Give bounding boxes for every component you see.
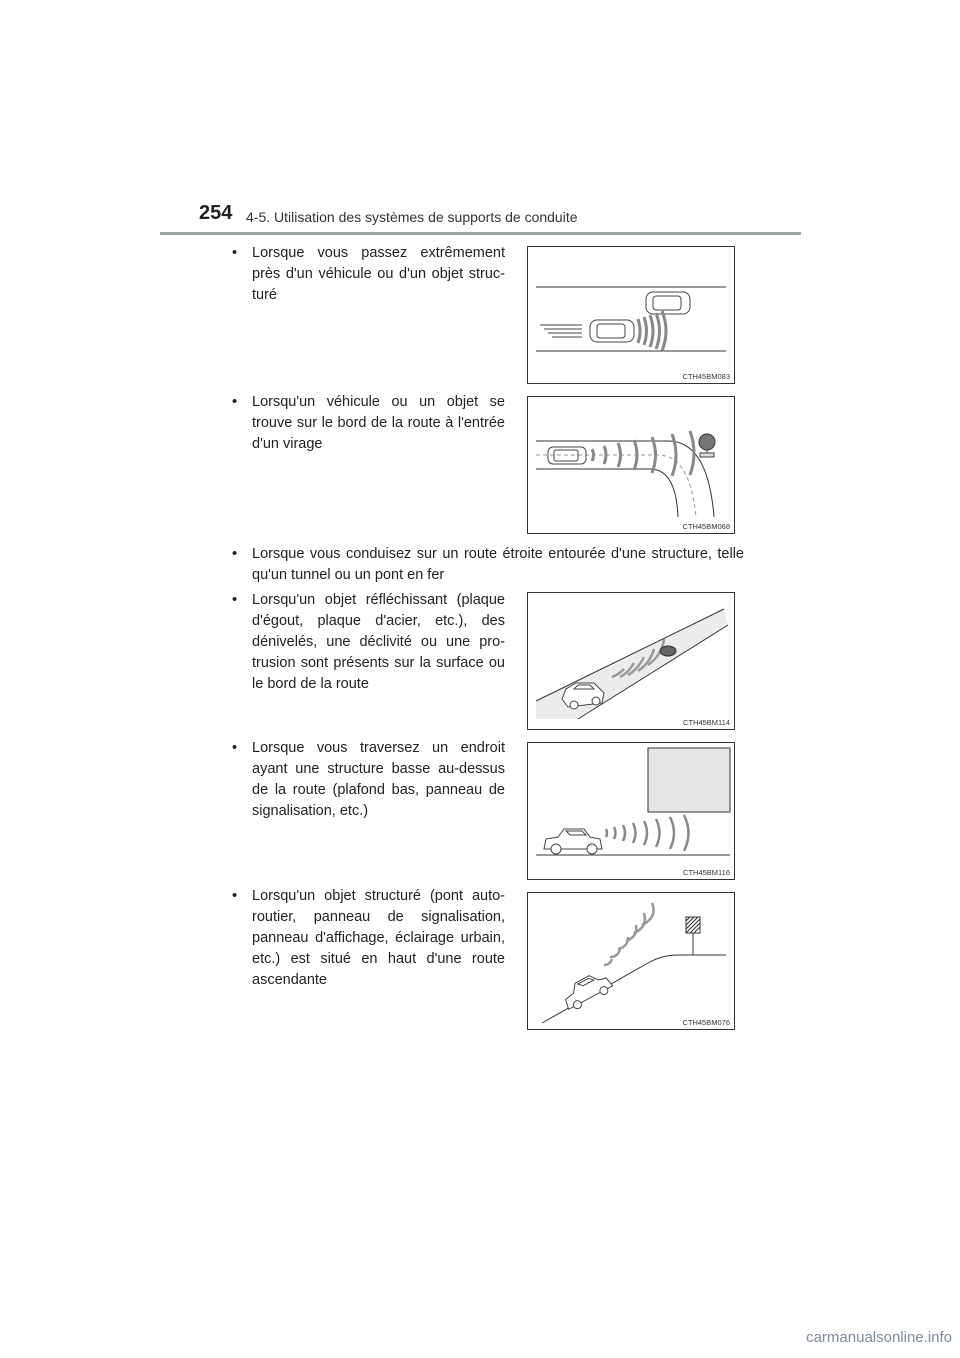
figure-code: CTH45BM068 (682, 522, 730, 531)
bullet: • (232, 888, 238, 904)
figure-code: CTH45BM114 (683, 718, 730, 727)
list-item (232, 243, 505, 306)
bullet: • (232, 740, 238, 756)
figure-uphill-structure (527, 892, 735, 1030)
figure-curve-entry (527, 396, 735, 534)
list-item (232, 886, 505, 991)
list-item (232, 590, 505, 695)
header-rule (160, 232, 801, 235)
item-text: Lorsqu'un objet réfléchissant (plaque d'égout, plaque d'acier, etc.), des dénivelés, une déclivité ou une pro-trusion sont présents sur la surface ou le bord de la route (252, 592, 505, 692)
figure-low-structure (527, 742, 735, 880)
figure-reflective-object (527, 592, 735, 730)
item-text: Lorsqu'un objet structuré (pont auto-routier, panneau de signalisation, panneau d'affichage, éclairage urbain, etc.) est situé en haut d'une route ascendante (252, 888, 505, 988)
section-title: 4-5. Utilisation des systèmes de supports de conduite (246, 209, 578, 225)
bullet: • (232, 394, 238, 410)
bullet: • (232, 245, 238, 261)
watermark[interactable]: carmanualsonline.info (806, 1329, 952, 1346)
figure-code: CTH45BM083 (682, 372, 730, 381)
figure-passing-vehicle (527, 246, 735, 384)
figure-code: CTH45BM076 (682, 1018, 730, 1027)
item-text: Lorsque vous passez extrêmement près d'un véhicule ou d'un objet struc-turé (252, 245, 505, 303)
list-item (232, 544, 744, 586)
list-item (232, 738, 505, 822)
figure-code: CTH45BM116 (683, 868, 730, 877)
list-item (232, 392, 505, 455)
item-text: Lorsqu'un véhicule ou un objet se trouve sur le bord de la route à l'entrée d'un virage (252, 394, 505, 452)
page-number: 254 (199, 202, 233, 224)
item-text: Lorsque vous conduisez sur un route étroite entourée d'une structure, telle qu'un tunnel ou un pont en fer (252, 546, 744, 583)
item-text: Lorsque vous traversez un endroit ayant une structure basse au-dessus de la route (plafond bas, panneau de signalisation, etc.) (252, 740, 505, 819)
bullet: • (232, 546, 238, 562)
bullet: • (232, 592, 238, 608)
